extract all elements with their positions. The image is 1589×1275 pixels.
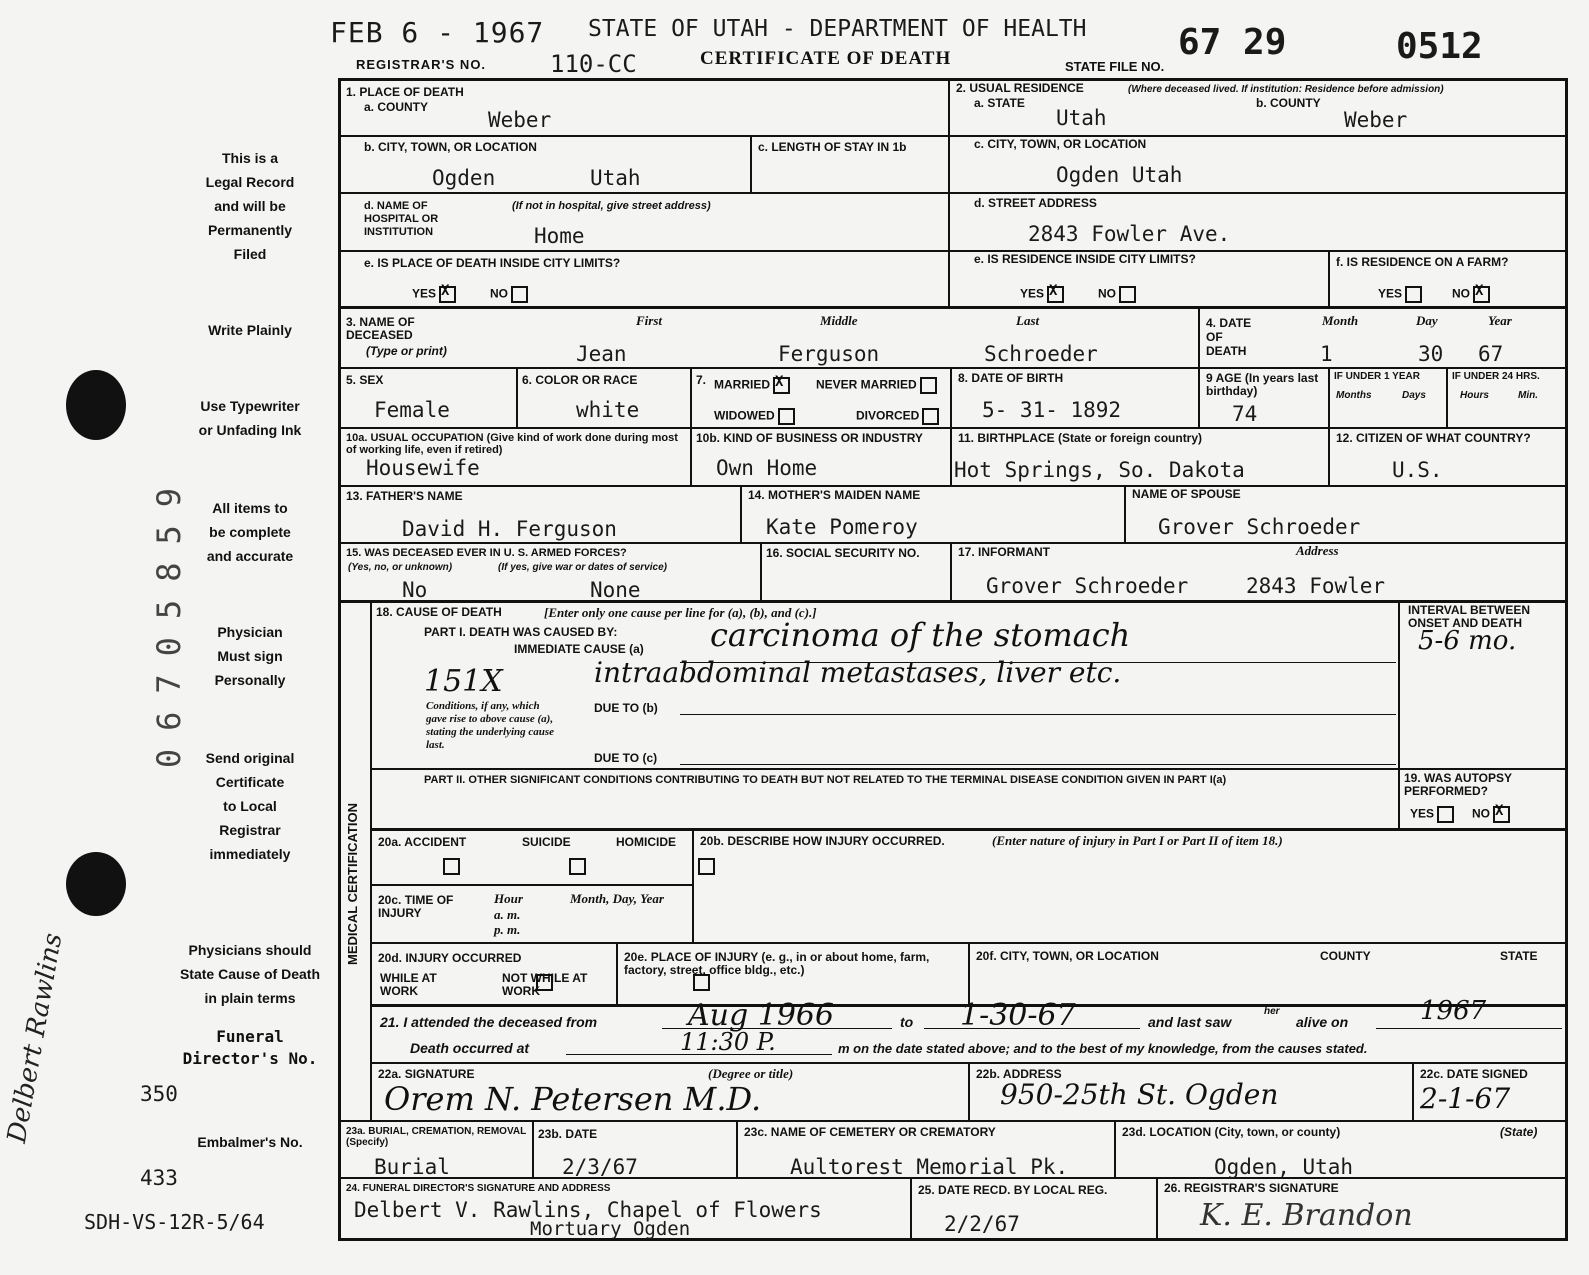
citizen-label: 12. CITIZEN OF WHAT COUNTRY? bbox=[1336, 431, 1531, 445]
vline bbox=[948, 80, 950, 308]
place-of-death-label: 1. PLACE OF DEATH bbox=[346, 85, 464, 99]
vline bbox=[532, 1121, 534, 1179]
business-label: 10b. KIND OF BUSINESS OR INDUSTRY bbox=[696, 431, 923, 445]
city-state-value: Utah bbox=[590, 166, 641, 190]
due-to-b-label: DUE TO (b) bbox=[594, 701, 658, 715]
conditions-note: Conditions, if any, which gave rise to above cause (a), stating the underlying cause last. bbox=[426, 700, 555, 751]
hospital-label: d. NAME OF HOSPITAL OR INSTITUTION bbox=[364, 200, 439, 238]
stated-causes-label: m on the date stated above; and to the best of my knowledge, from the causes stated. bbox=[838, 1041, 1368, 1056]
hospital-note: (If not in hospital, give street address) bbox=[512, 200, 711, 212]
hline bbox=[340, 250, 1566, 252]
disposition-date-label: 23b. DATE bbox=[538, 1127, 598, 1141]
cause-of-death-note: [Enter only one cause per line for (a), (b), and (c).] bbox=[544, 605, 817, 620]
date-signed-label: 22c. DATE SIGNED bbox=[1420, 1067, 1528, 1081]
interval-label: INTERVAL BETWEEN ONSET AND DEATH bbox=[1408, 603, 1531, 630]
spouse-value: Grover Schroeder bbox=[1158, 515, 1361, 539]
occurred-at-label: Death occurred at bbox=[410, 1040, 530, 1056]
physician-signature: Orem N. Petersen M.D. bbox=[384, 1080, 762, 1118]
county-value: Weber bbox=[488, 108, 552, 132]
res-county-label: b. COUNTY bbox=[1256, 96, 1321, 110]
to-label: to bbox=[900, 1014, 914, 1030]
vline bbox=[1156, 1178, 1158, 1240]
date-of-death-label: 4. DATE OF DEATH bbox=[1206, 316, 1252, 358]
autopsy-yes[interactable]: YES bbox=[1410, 806, 1454, 823]
hline bbox=[340, 427, 1566, 429]
month-day-year-label: Month, Day, Year bbox=[570, 891, 664, 906]
disposition-date-value: 2/3/67 bbox=[562, 1155, 638, 1179]
last-name-value: Schroeder bbox=[984, 342, 1098, 366]
type-or-print-note: (Type or print) bbox=[366, 344, 447, 358]
vline bbox=[692, 830, 694, 944]
father-value: David H. Ferguson bbox=[402, 517, 617, 541]
registrar-sig-label: 26. REGISTRAR'S SIGNATURE bbox=[1164, 1181, 1339, 1195]
suicide-checkbox[interactable] bbox=[569, 858, 586, 875]
age-label: 9 AGE (In years last birthday) bbox=[1206, 371, 1319, 398]
vline bbox=[1114, 1121, 1116, 1179]
street-address-value: 2843 Fowler Ave. bbox=[1028, 222, 1231, 246]
never-married-option[interactable]: NEVER MARRIED bbox=[816, 377, 937, 394]
funeral-director-margin-signature: Delbert Rawlins bbox=[2, 930, 69, 1146]
citizen-value: U.S. bbox=[1392, 458, 1443, 482]
send-original-note: Send original Certificate to Local Registrar immediately bbox=[205, 750, 295, 862]
part-two-label: PART II. OTHER SIGNIFICANT CONDITIONS CONTRIBUTING TO DEATH BUT NOT RELATED TO THE TERMINAL DISEASE CONDITION GIVEN IN PART I(a) bbox=[424, 774, 1227, 786]
vline bbox=[950, 368, 952, 486]
spouse-label: NAME OF SPOUSE bbox=[1132, 487, 1241, 501]
days-label: Days bbox=[1402, 390, 1426, 401]
degree-label: (Degree or title) bbox=[708, 1066, 794, 1081]
inside-city-limits-label: e. IS PLACE OF DEATH INSIDE CITY LIMITS? bbox=[364, 256, 621, 270]
frame-left bbox=[338, 78, 341, 1241]
attended-line-3 bbox=[1376, 1028, 1562, 1029]
pm-label: p. m. bbox=[494, 922, 521, 937]
vline bbox=[736, 1121, 738, 1179]
state-file-no-b: 0512 bbox=[1396, 26, 1483, 67]
medical-certification-label: MEDICAL CERTIFICATION bbox=[345, 802, 360, 965]
date-recd-label: 25. DATE RECD. BY LOCAL REG. bbox=[918, 1183, 1108, 1197]
cemetery-value: Aultorest Memorial Pk. bbox=[790, 1155, 1069, 1179]
form-number: SDH-VS-12R-5/64 bbox=[84, 1210, 265, 1234]
months-label: Months bbox=[1336, 390, 1372, 401]
married-option[interactable]: MARRIEDX bbox=[714, 377, 790, 394]
residence-city-yes[interactable]: YESX bbox=[1020, 286, 1064, 303]
frame-top bbox=[338, 78, 1568, 81]
embalmer-label: Embalmer's No. bbox=[197, 1134, 303, 1150]
vline bbox=[1412, 1063, 1414, 1121]
informant-value: Grover Schroeder bbox=[986, 574, 1189, 598]
registrar-no-label: REGISTRAR'S NO. bbox=[356, 57, 487, 72]
checkbox[interactable] bbox=[1405, 286, 1422, 303]
interval-value: 5-6 mo. bbox=[1418, 626, 1517, 656]
sex-label: 5. SEX bbox=[346, 373, 384, 387]
autopsy-no[interactable]: NOX bbox=[1472, 806, 1510, 823]
checkbox[interactable] bbox=[1119, 286, 1136, 303]
alive-on-label: alive on bbox=[1296, 1014, 1349, 1030]
accident-label: 20a. ACCIDENT bbox=[378, 835, 467, 849]
injury-state-label: STATE bbox=[1500, 949, 1538, 963]
cause-b-line bbox=[680, 714, 1396, 715]
checkbox[interactable] bbox=[511, 286, 528, 303]
mother-value: Kate Pomeroy bbox=[766, 515, 918, 539]
punch-hole-top bbox=[66, 370, 126, 440]
typewriter-note: Use Typewriter or Unfading Ink bbox=[198, 398, 302, 438]
hline bbox=[340, 600, 1566, 603]
her-label: her bbox=[1264, 1006, 1280, 1017]
vline bbox=[950, 543, 952, 601]
res-county-value: Weber bbox=[1344, 108, 1408, 132]
res-city-label: c. CITY, TOWN, OR LOCATION bbox=[974, 137, 1147, 151]
vertical-serial-number: 06705859 bbox=[150, 470, 188, 769]
checkbox[interactable] bbox=[920, 377, 937, 394]
middle-name-value: Ferguson bbox=[778, 342, 880, 366]
frame-bottom bbox=[338, 1238, 1568, 1241]
birthplace-value: Hot Springs, So. Dakota bbox=[954, 458, 1245, 482]
usual-residence-note: (Where deceased lived. If institution: Residence before admission) bbox=[1128, 84, 1444, 95]
injury-county-label: COUNTY bbox=[1320, 949, 1371, 963]
attended-label: 21. I attended the deceased from bbox=[380, 1014, 598, 1030]
vline bbox=[690, 368, 692, 486]
funeral-director-no: 350 bbox=[140, 1082, 178, 1106]
farm-no[interactable]: NOX bbox=[1452, 286, 1490, 303]
month-label: Month bbox=[1322, 313, 1359, 328]
dob-label: 8. DATE OF BIRTH bbox=[958, 371, 1064, 385]
hline bbox=[340, 367, 1566, 369]
physician-address-label: 22b. ADDRESS bbox=[976, 1067, 1062, 1081]
res-state-value: Utah bbox=[1056, 106, 1107, 130]
street-address-label: d. STREET ADDRESS bbox=[974, 196, 1097, 210]
race-label: 6. COLOR OR RACE bbox=[522, 373, 638, 387]
certificate-title: CERTIFICATE OF DEATH bbox=[700, 48, 952, 69]
last-saw-label: and last saw bbox=[1148, 1014, 1232, 1030]
informant-address-label: Address bbox=[1296, 543, 1339, 558]
city-value: Ogden bbox=[432, 166, 496, 190]
suicide-label: SUICIDE bbox=[522, 835, 571, 849]
hline bbox=[340, 192, 1566, 194]
informant-label: 17. INFORMANT bbox=[958, 545, 1051, 559]
registrar-no: 110-CC bbox=[550, 50, 637, 78]
vline bbox=[1328, 251, 1330, 307]
divorced-option[interactable]: DIVORCED bbox=[856, 408, 939, 425]
residence-city-no[interactable]: NO bbox=[1098, 286, 1136, 303]
cemetery-label: 23c. NAME OF CEMETERY OR CREMATORY bbox=[744, 1125, 996, 1139]
mother-label: 14. MOTHER'S MAIDEN NAME bbox=[748, 488, 921, 502]
hline bbox=[340, 306, 1566, 309]
part-one-label: PART I. DEATH WAS CAUSED BY: bbox=[424, 625, 618, 639]
hline bbox=[340, 485, 1566, 487]
due-to-c-label: DUE TO (c) bbox=[594, 751, 658, 765]
vline bbox=[910, 1178, 912, 1240]
while-at-work-label: WHILE AT WORK bbox=[380, 971, 437, 998]
physician-note: Physician Must sign Personally bbox=[214, 624, 286, 688]
vline bbox=[616, 944, 618, 1006]
cause-c-line bbox=[680, 764, 1396, 765]
checkbox[interactable] bbox=[1437, 806, 1454, 823]
legal-record-note: This is a Legal Record and will be Permanently Filed bbox=[205, 150, 295, 262]
complete-note: All items to be complete and accurate bbox=[206, 500, 294, 564]
res-city-value: Ogden Utah bbox=[1056, 163, 1183, 187]
farm-yes[interactable]: YES bbox=[1378, 286, 1422, 303]
occupation-label: 10a. USUAL OCCUPATION (Give kind of work done during most of working life, even if retired) bbox=[346, 432, 678, 456]
disposition-label: 23a. BURIAL, CREMATION, REMOVAL (Specify) bbox=[346, 1126, 527, 1148]
occupation-value: Housewife bbox=[366, 456, 480, 480]
immediate-cause-value: carcinoma of the stomach bbox=[710, 616, 1131, 654]
hour-label: Hour bbox=[494, 891, 523, 906]
hline bbox=[340, 135, 1566, 137]
location-value: Ogden, Utah bbox=[1214, 1155, 1354, 1179]
place-of-injury-label: 20e. PLACE OF INJURY (e. g., in or about home, farm, factory, street, office bldg., etc.) bbox=[624, 950, 930, 977]
county-label: a. COUNTY bbox=[364, 100, 429, 114]
injury-description-note: (Enter nature of injury in Part I or Part II of item 18.) bbox=[992, 833, 1283, 848]
location-state-label: (State) bbox=[1500, 1125, 1538, 1139]
time-of-injury-label: 20c. TIME OF INJURY bbox=[378, 893, 454, 920]
min-label: Min. bbox=[1518, 390, 1538, 401]
res-state-label: a. STATE bbox=[974, 96, 1025, 110]
last-label: Last bbox=[1016, 313, 1040, 328]
accident-checkbox[interactable] bbox=[443, 858, 460, 875]
race-value: white bbox=[576, 398, 640, 422]
hline bbox=[340, 1120, 1566, 1122]
vline bbox=[1198, 308, 1200, 428]
immediate-cause-continued: intraabdominal metastases, liver etc. bbox=[594, 656, 1122, 689]
funeral-director-sig-label: 24. FUNERAL DIRECTOR'S SIGNATURE AND ADDRESS bbox=[346, 1183, 611, 1194]
armed-forces-value: No bbox=[402, 578, 428, 602]
usual-residence-label: 2. USUAL RESIDENCE bbox=[956, 81, 1084, 95]
autopsy-label: 19. WAS AUTOPSY PERFORMED? bbox=[1404, 771, 1512, 798]
vline bbox=[516, 368, 518, 428]
signature-label: 22a. SIGNATURE bbox=[378, 1067, 475, 1081]
disposition-value: Burial bbox=[374, 1155, 450, 1179]
state-file-no-a: 67 29 bbox=[1178, 22, 1287, 63]
injury-description-label: 20b. DESCRIBE HOW INJURY OCCURRED. bbox=[700, 834, 945, 848]
death-day-value: 30 bbox=[1418, 342, 1444, 366]
time-of-death-value: 11:30 P. bbox=[680, 1028, 776, 1056]
vline-medical bbox=[370, 602, 372, 1122]
name-deceased-label: 3. NAME OF DECEASED bbox=[346, 315, 415, 342]
vline bbox=[968, 1063, 970, 1121]
age-value: 74 bbox=[1232, 402, 1258, 426]
hline bbox=[372, 768, 1566, 770]
widowed-option[interactable]: WIDOWED bbox=[714, 408, 795, 425]
birthplace-label: 11. BIRTHPLACE (State or foreign country) bbox=[958, 431, 1203, 445]
checkbox-checked[interactable] bbox=[439, 286, 456, 303]
sex-value: Female bbox=[374, 398, 450, 422]
attended-from-value: Aug 1966 bbox=[688, 998, 835, 1033]
vline-interval bbox=[1398, 602, 1400, 830]
disease-code: 151X bbox=[424, 664, 503, 699]
war-note: (If yes, give war or dates of service) bbox=[498, 562, 667, 573]
under-1-year-label: IF UNDER 1 YEAR bbox=[1334, 371, 1420, 382]
hours-label: Hours bbox=[1460, 390, 1489, 401]
hline bbox=[340, 542, 1566, 544]
last-seen-value: 1967 bbox=[1420, 996, 1487, 1026]
date-recd-value: 2/2/67 bbox=[944, 1212, 1020, 1236]
am-label: a. m. bbox=[494, 907, 521, 922]
hospital-value: Home bbox=[534, 224, 585, 248]
father-label: 13. FATHER'S NAME bbox=[346, 489, 463, 503]
business-value: Own Home bbox=[716, 456, 818, 480]
first-name-value: Jean bbox=[576, 342, 627, 366]
registrar-signature: K. E. Brandon bbox=[1200, 1198, 1413, 1233]
vline bbox=[1446, 368, 1448, 428]
cause-of-death-label: 18. CAUSE OF DEATH bbox=[376, 605, 502, 619]
under-24-hrs-label: IF UNDER 24 HRS. bbox=[1452, 371, 1540, 382]
inside-city-no[interactable]: NO bbox=[490, 286, 528, 303]
write-plainly-note: Write Plainly bbox=[208, 322, 292, 338]
frame-right bbox=[1565, 78, 1568, 1241]
marital-label: 7. bbox=[696, 373, 707, 387]
farm-label: f. IS RESIDENCE ON A FARM? bbox=[1336, 255, 1509, 269]
day-label: Day bbox=[1416, 313, 1438, 328]
mortuary-value: Mortuary Ogden bbox=[530, 1218, 691, 1240]
death-year-value: 67 bbox=[1478, 342, 1504, 366]
checkbox-checked[interactable] bbox=[1047, 286, 1064, 303]
checkbox[interactable] bbox=[778, 408, 795, 425]
checkbox[interactable] bbox=[922, 408, 939, 425]
first-label: First bbox=[636, 313, 663, 328]
hline bbox=[372, 828, 1566, 831]
location-label: 23d. LOCATION (City, town, or county) bbox=[1122, 1125, 1341, 1139]
injury-occurred-label: 20d. INJURY OCCURRED bbox=[378, 951, 522, 965]
checkbox-checked[interactable] bbox=[773, 377, 790, 394]
state-file-label: STATE FILE NO. bbox=[1065, 59, 1165, 74]
year-label: Year bbox=[1488, 313, 1512, 328]
hline bbox=[372, 884, 692, 886]
armed-forces-note: (Yes, no, or unknown) bbox=[348, 562, 453, 573]
homicide-label: HOMICIDE bbox=[616, 835, 676, 849]
immediate-cause-label: IMMEDIATE CAUSE (a) bbox=[514, 642, 644, 656]
armed-forces-label: 15. WAS DECEASED EVER IN U. S. ARMED FORCES? bbox=[346, 547, 627, 559]
vline bbox=[1124, 486, 1126, 543]
funeral-director-label: Funeral Director's No. bbox=[182, 1027, 318, 1068]
agency-title: STATE OF UTAH - DEPARTMENT OF HEALTH bbox=[588, 16, 1087, 42]
date-signed-value: 2-1-67 bbox=[1420, 1082, 1511, 1115]
death-month-value: 1 bbox=[1320, 342, 1333, 366]
inside-city-yes[interactable]: YESX bbox=[412, 286, 456, 303]
length-of-stay-label: c. LENGTH OF STAY IN 1b bbox=[758, 140, 907, 154]
city-label: b. CITY, TOWN, OR LOCATION bbox=[364, 140, 537, 154]
homicide-checkbox[interactable] bbox=[698, 858, 715, 875]
physician-address-value: 950-25th St. Ogden bbox=[1000, 1078, 1279, 1111]
punch-hole-bottom bbox=[66, 852, 126, 916]
vline bbox=[968, 944, 970, 1006]
vline bbox=[740, 486, 742, 543]
embalmer-no: 433 bbox=[140, 1166, 178, 1190]
received-date-stamp: FEB 6 - 1967 bbox=[330, 16, 545, 49]
informant-address-value: 2843 Fowler bbox=[1246, 574, 1386, 598]
vline bbox=[1328, 428, 1330, 486]
physicians-cause-note: Physicians should State Cause of Death in plain terms bbox=[179, 942, 321, 1006]
ssn-label: 16. SOCIAL SECURITY NO. bbox=[766, 546, 920, 560]
injury-city-label: 20f. CITY, TOWN, OR LOCATION bbox=[976, 949, 1159, 963]
middle-label: Middle bbox=[820, 313, 858, 328]
vline bbox=[760, 543, 762, 601]
checkbox-checked[interactable] bbox=[1473, 286, 1490, 303]
dob-value: 5- 31- 1892 bbox=[982, 398, 1122, 422]
vline bbox=[750, 136, 752, 193]
attended-to-value: 1-30-67 bbox=[960, 998, 1076, 1033]
checkbox-checked[interactable] bbox=[1493, 806, 1510, 823]
not-while-at-work-label: NOT WHILE AT WORK bbox=[502, 971, 588, 998]
war-value: None bbox=[590, 578, 641, 602]
residence-city-limits-label: e. IS RESIDENCE INSIDE CITY LIMITS? bbox=[974, 252, 1196, 266]
funeral-director-value: Delbert V. Rawlins, Chapel of Flowers bbox=[354, 1198, 822, 1222]
